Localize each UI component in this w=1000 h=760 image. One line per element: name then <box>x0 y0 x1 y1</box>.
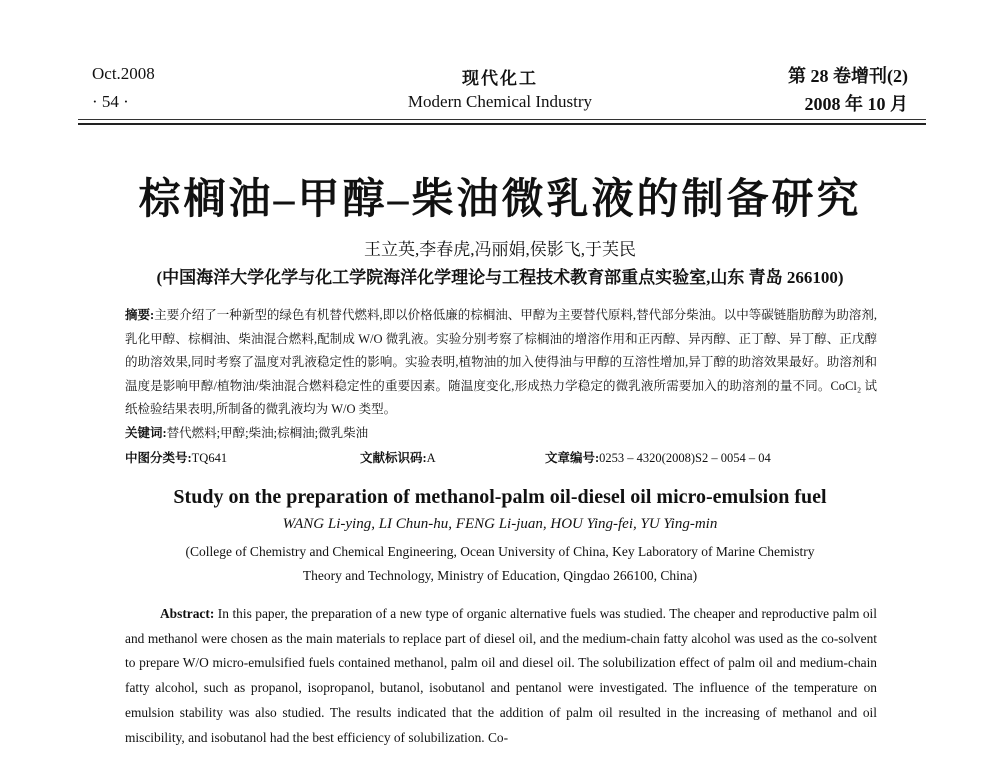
header-rule-thin <box>78 119 926 120</box>
header-volume: 第 28 卷增刊(2) <box>788 66 908 86</box>
header-rule-thick <box>78 123 926 125</box>
abstract-en-text: In this paper, the preparation of a new type of organic alternative fuels was studied. The cheaper and reproductive palm oil and methanol were chosen as the main materials to replace part of diesel oil, and the medium-chain fatty alcohol was used as the co-solvent to prepare W/O micro-emulsified fuels contained methanol, palm oil and diesel oil. The solubilization effect of palm oil and medium-chain fatty alcohol, such as propanol, isopropanol, butanol, isobutanol and pentanol were investigated. The influence of the temperature on emulsion stability was also studied. The results indicated that the addition of palm oil resulted in the increasing of methanol and oil miscibility, and isobutanol had the best efficiency of solubilization. Co- <box>125 606 877 745</box>
header-date: Oct.2008 <box>92 64 155 83</box>
article-no-value: 0253 – 4320(2008)S2 – 0054 – 04 <box>599 451 771 465</box>
classification-label: 中图分类号: <box>125 451 192 465</box>
abstract-cn-text: 主要介绍了一种新型的绿色有机替代燃料,即以价格低廉的棕榈油、甲醇为主要替代原料,替代部分柴油。以中等碳链脂肪醇为助溶剂,乳化甲醇、棕榈油、柴油混合燃料,配制成 W/O 微乳液。实验分别考察了棕榈油的增溶作用和正丙醇、异丙醇、正丁醇、异丁醇、正戊醇的助溶效果,同时考察了温度对乳液稳定性的影响。实验表明,植物油的加入使得油与甲醇的互溶性增加,异丁醇的助溶效果最好。助溶剂和温度是影响甲醇/植物油/柴油混合燃料稳定性的重要因素。随温度变化,形成热力学稳定的微乳液所需要加入的助溶剂的量不同。CoCl₂ 试纸检验结果表明,所制备的微乳液均为 W/O 类型。 <box>125 308 877 416</box>
keywords-text: 替代燃料;甲醇;柴油;棕榈油;微乳柴油 <box>166 425 369 440</box>
abstract-cn <box>125 304 877 445</box>
header-issue-date: 2008 年 10 月 <box>804 94 908 114</box>
header-page-number: · 54 · <box>92 92 129 111</box>
header-journal-en: Modern Chemical Industry <box>407 92 593 111</box>
abstract-en-label: Abstract: <box>160 606 215 621</box>
doc-code-value: A <box>426 451 436 465</box>
english-authors: WANG Li-ying, LI Chun-hu, FENG Li-juan, HOU Ying-fei, YU Ying-min <box>282 516 718 532</box>
classification-value: TQ641 <box>191 451 228 465</box>
author-affiliation: (中国海洋大学化学与化工学院海洋化学理论与工程技术教育部重点实验室,山东 青岛 266100) <box>156 268 844 287</box>
abstract-en <box>125 602 877 750</box>
document-code <box>360 448 436 466</box>
header-journal-cn: 现代化工 <box>462 69 538 88</box>
doc-code-label: 文献标识码: <box>360 451 427 465</box>
paper-title: 棕榈油–甲醇–柴油微乳液的制备研究 <box>138 177 862 223</box>
classification-number <box>125 448 227 466</box>
english-affiliation-line-1: (College of Chemistry and Chemical Engineering, Ocean University of China, Key Laboratory of Marine Chemistry <box>185 544 815 559</box>
article-no-label: 文章编号: <box>545 451 600 465</box>
abstract-cn-label: 摘要: <box>125 308 155 322</box>
author-list: 王立英,李春虎,冯丽娟,侯影飞,于芙民 <box>364 240 636 259</box>
keywords-label: 关键词: <box>125 425 167 440</box>
english-affiliation-line-2: Theory and Technology, Ministry of Education, Qingdao 266100, China) <box>302 568 698 583</box>
english-title: Study on the preparation of methanol-palm oil-diesel oil micro-emulsion fuel <box>173 486 827 508</box>
article-number <box>545 448 771 466</box>
